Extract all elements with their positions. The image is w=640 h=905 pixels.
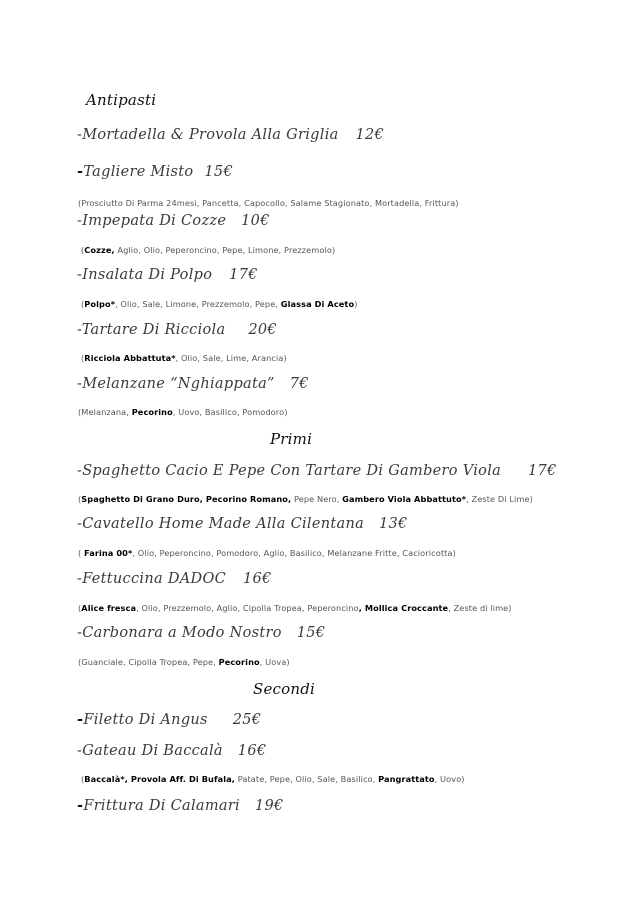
item-price: 15€: [204, 164, 233, 180]
item-price: 19€: [254, 798, 284, 814]
menu-item-frittura: [77, 797, 284, 814]
item-dash: -: [77, 463, 83, 479]
description-highlight: Alice fresca: [81, 603, 137, 613]
item-dash: -: [77, 625, 83, 641]
description-text: , Uovo, Basilico, Pomodoro): [172, 407, 288, 417]
item-description-gateau: [81, 774, 465, 784]
item-price: 17€: [528, 463, 557, 479]
section-title-secondi: Secondi: [253, 680, 316, 698]
menu-item-filetto: [77, 711, 261, 728]
item-name: Fettuccina DADOC: [82, 571, 227, 587]
description-highlight: , Mollica Croccante: [358, 603, 449, 613]
description-text: Pepe Nero,: [291, 494, 343, 504]
item-dash: -: [77, 516, 83, 532]
description-highlight: Ricciola Abbattuta*: [84, 353, 176, 363]
item-dash: -: [77, 267, 83, 283]
description-highlight: Baccalà*, Provola Aff. Di Bufala,: [84, 774, 235, 784]
description-highlight: Pangrattato: [378, 774, 435, 784]
description-text: Patate, Pepe, Olio, Sale, Basilico,: [235, 774, 379, 784]
description-highlight: Spaghetto Di Grano Duro, Pecorino Romano,: [81, 494, 292, 504]
item-description-tartare: [81, 353, 287, 363]
item-price: 25€: [232, 712, 262, 728]
item-description-impepata: [81, 245, 335, 255]
item-description-spaghetto: [78, 494, 533, 504]
item-name: Spaghetto Cacio E Pepe Con Tartare Di Gambero Viola: [82, 463, 502, 479]
description-text: (: [81, 774, 85, 784]
item-name: Cavatello Home Made Alla Cilentana: [82, 516, 365, 532]
item-price: 10€: [241, 213, 270, 229]
description-text: (: [78, 494, 82, 504]
item-dash: -: [77, 797, 84, 814]
description-highlight: Polpo*: [84, 299, 116, 309]
item-dash: -: [77, 163, 84, 180]
description-text: , Olio, Sale, Limone, Prezzemolo, Pepe,: [115, 299, 281, 309]
item-name: Insalata Di Polpo: [82, 267, 213, 283]
item-price: 7€: [289, 376, 309, 392]
description-highlight: Cozze,: [84, 245, 115, 255]
item-dash: -: [77, 127, 83, 143]
item-price: 12€: [355, 127, 385, 143]
description-highlight: Glassa Di Aceto: [280, 299, 355, 309]
description-text: , Olio, Peperoncino, Pomodoro, Aglio, Basilico, Melanzane Fritte, Cacioricotta): [132, 548, 456, 558]
section-title-antipasti: Antipasti: [86, 91, 157, 109]
section-title-primi: Primi: [270, 430, 313, 448]
description-text: (Prosciutto Di Parma 24mesi, Pancetta, Capocollo, Salame Stagionato, Mortadella, Frittura): [78, 198, 459, 208]
description-text: , Zeste di lime): [448, 603, 512, 613]
description-text: ): [354, 299, 358, 309]
item-dash: -: [77, 711, 84, 728]
description-text: (: [78, 603, 82, 613]
description-text: , Zeste Di Lime): [466, 494, 533, 504]
description-text: , Olio, Sale, Lime, Arancia): [175, 353, 287, 363]
menu-item-tartare: [77, 322, 277, 338]
description-highlight: Pecorino: [131, 407, 173, 417]
item-name: Frittura Di Calamari: [83, 798, 240, 814]
item-description-tagliere: [78, 198, 459, 208]
menu-item-gateau: [77, 743, 266, 759]
item-name: Gateau Di Baccalà: [82, 743, 223, 759]
item-price: 13€: [378, 516, 408, 532]
item-name: Filetto Di Angus: [83, 712, 208, 728]
description-text: Aglio, Olio, Peperoncino, Pepe, Limone, Prezzemolo): [114, 245, 336, 255]
item-name: Tartare Di Ricciola: [81, 322, 226, 338]
menu-item-mortadella: [77, 127, 384, 143]
menu-item-carbonara: [77, 625, 325, 641]
item-dash: -: [77, 376, 83, 392]
item-dash: -: [77, 571, 83, 587]
description-text: , Olio, Prezzemolo, Aglio, Cipolla Tropea, Peperoncino: [136, 603, 359, 613]
item-dash: -: [77, 743, 83, 759]
item-price: 15€: [296, 625, 326, 641]
item-price: 20€: [248, 322, 277, 338]
description-highlight: Pecorino: [218, 657, 260, 667]
item-dash: -: [77, 213, 83, 229]
menu-item-tagliere: [77, 163, 233, 180]
description-text: (Melanzana,: [78, 407, 132, 417]
description-highlight: Gambero Viola Abbattuto*: [342, 494, 467, 504]
item-name: Tagliere Misto: [83, 164, 194, 180]
item-name: Mortadella & Provola Alla Griglia: [82, 127, 339, 143]
menu-item-insalata: [77, 267, 258, 283]
description-text: , Uova): [259, 657, 290, 667]
item-description-carbonara: [78, 657, 290, 667]
description-highlight: Farina 00*: [84, 548, 133, 558]
item-dash: -: [77, 322, 82, 338]
description-text: (Guanciale, Cipolla Tropea, Pepe,: [78, 657, 219, 667]
description-text: (: [81, 299, 85, 309]
menu-item-cavatello: [77, 516, 408, 532]
item-price: 17€: [229, 267, 258, 283]
menu-item-impepata: [77, 213, 270, 229]
description-text: (: [81, 245, 85, 255]
description-text: , Uovo): [434, 774, 465, 784]
menu-item-spaghetto: [77, 463, 557, 479]
menu-item-fettuccina: [77, 571, 272, 587]
description-text: (: [81, 353, 85, 363]
item-name: Melanzane “Nghiappata”: [82, 376, 275, 392]
item-price: 16€: [237, 743, 267, 759]
item-description-melanzane: [78, 407, 288, 417]
description-text: (: [78, 548, 84, 558]
item-description-cavatello: [78, 548, 456, 558]
item-price: 16€: [242, 571, 272, 587]
item-description-insalata: [81, 299, 357, 309]
item-name: Impepata Di Cozze: [82, 213, 227, 229]
item-name: Carbonara a Modo Nostro: [82, 625, 282, 641]
item-description-fettuccina: [78, 603, 512, 613]
menu-item-melanzane: [77, 376, 309, 392]
